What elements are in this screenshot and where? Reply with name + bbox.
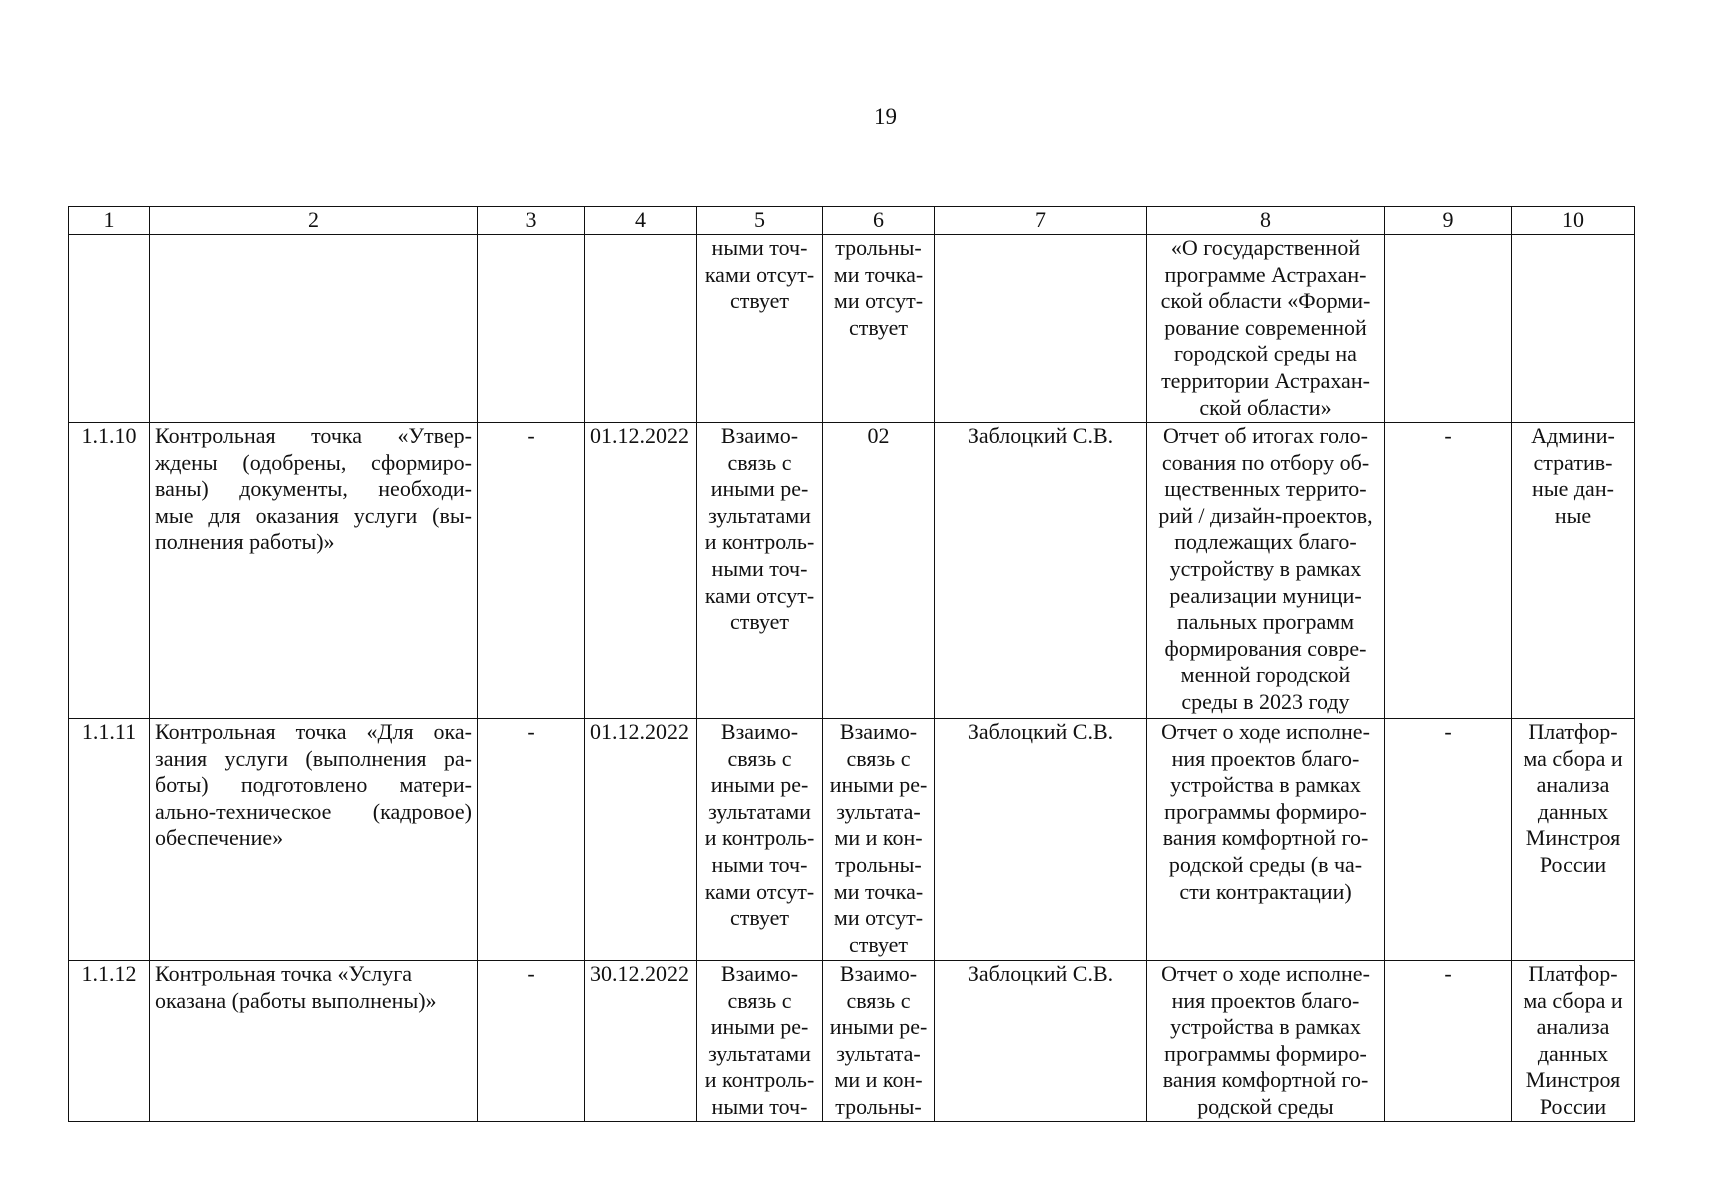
column-header-1: 1 xyxy=(69,207,150,235)
column-header-7: 7 xyxy=(935,207,1147,235)
column-header-3: 3 xyxy=(478,207,585,235)
cell-description: Контрольная точка «Услуга оказана (работы выполнены)» xyxy=(150,961,478,1122)
cell-date: 01.12.2022 xyxy=(585,719,697,961)
cell-description: Контрольная точка «Для ока- зания услуги (выполнения ра- боты) подготовлено матери- ально-техническое (кадровое) обеспечение» xyxy=(150,719,478,961)
cell-col9: - xyxy=(1385,719,1512,961)
cell-col3: - xyxy=(478,423,585,719)
cell-col6: Взаимо- связь с иными ре- зультата- ми и кон- трольны- ми точка- ми отсут- ствует xyxy=(823,719,935,961)
cell-description: Контрольная точка «Утвер- ждены (одобрены, сформиро- ваны) документы, необходи- мые для оказания услуги (вы- полнения работы)» xyxy=(150,423,478,719)
cell-number xyxy=(69,235,150,423)
plan-table xyxy=(68,206,1635,1122)
table-body xyxy=(69,235,1635,1122)
cell-col6: трольны- ми точка- ми отсут- ствует xyxy=(823,235,935,423)
cell-col3: - xyxy=(478,961,585,1122)
table-row-1-1-12 xyxy=(69,961,1635,1122)
cell-document: «О государственной программе Астрахан- ской области «Форми- рование современной городской среды на территории Астрахан- ской области» xyxy=(1147,235,1385,423)
cell-col9 xyxy=(1385,235,1512,423)
column-header-4: 4 xyxy=(585,207,697,235)
header-row xyxy=(69,207,1635,235)
cell-col3 xyxy=(478,235,585,423)
cell-responsible: Заблоцкий С.В. xyxy=(935,423,1147,719)
cell-col3: - xyxy=(478,719,585,961)
column-header-6: 6 xyxy=(823,207,935,235)
cell-source: Платфор- ма сбора и анализа данных Минстроя России xyxy=(1512,961,1635,1122)
cell-number: 1.1.12 xyxy=(69,961,150,1122)
cell-col5: Взаимо- связь с иными ре- зультатами и контроль- ными точ- ками отсут- ствует xyxy=(697,719,823,961)
table-row-continuation xyxy=(69,235,1635,423)
cell-col9: - xyxy=(1385,961,1512,1122)
cell-document: Отчет о ходе исполне- ния проектов благо- устройства в рамках программы формиро- вания комфортной го- родской среды xyxy=(1147,961,1385,1122)
cell-col6: Взаимо- связь с иными ре- зультата- ми и кон- трольны- xyxy=(823,961,935,1122)
cell-col5: Взаимо- связь с иными ре- зультатами и контроль- ными точ- ками отсут- ствует xyxy=(697,423,823,719)
cell-document: Отчет об итогах голо- сования по отбору об- щественных террито- рий / дизайн-проектов, подлежащих благо- устройству в рамках реализации муници- пальных программ формирования совре- менной городской среды в 2023 году xyxy=(1147,423,1385,719)
column-header-9: 9 xyxy=(1385,207,1512,235)
cell-number: 1.1.10 xyxy=(69,423,150,719)
table-row-1-1-11 xyxy=(69,719,1635,961)
cell-date xyxy=(585,235,697,423)
cell-date: 30.12.2022 xyxy=(585,961,697,1122)
column-header-8: 8 xyxy=(1147,207,1385,235)
cell-responsible: Заблоцкий С.В. xyxy=(935,961,1147,1122)
page-number: 19 xyxy=(874,104,897,129)
column-header-5: 5 xyxy=(697,207,823,235)
table-row-1-1-10 xyxy=(69,423,1635,719)
column-header-2: 2 xyxy=(150,207,478,235)
cell-col5: Взаимо- связь с иными ре- зультатами и контроль- ными точ- xyxy=(697,961,823,1122)
cell-col9: - xyxy=(1385,423,1512,719)
column-header-10: 10 xyxy=(1512,207,1635,235)
cell-col5: ными точ- ками отсут- ствует xyxy=(697,235,823,423)
cell-number: 1.1.11 xyxy=(69,719,150,961)
cell-date: 01.12.2022 xyxy=(585,423,697,719)
cell-responsible: Заблоцкий С.В. xyxy=(935,719,1147,961)
cell-source: Админи- стратив- ные дан- ные xyxy=(1512,423,1635,719)
cell-source xyxy=(1512,235,1635,423)
cell-document: Отчет о ходе исполне- ния проектов благо- устройства в рамках программы формиро- вания комфортной го- родской среды (в ча- сти контрактации) xyxy=(1147,719,1385,961)
cell-col6: 02 xyxy=(823,423,935,719)
cell-responsible xyxy=(935,235,1147,423)
cell-description xyxy=(150,235,478,423)
table-header xyxy=(69,207,1635,235)
cell-source: Платфор- ма сбора и анализа данных Минстроя России xyxy=(1512,719,1635,961)
